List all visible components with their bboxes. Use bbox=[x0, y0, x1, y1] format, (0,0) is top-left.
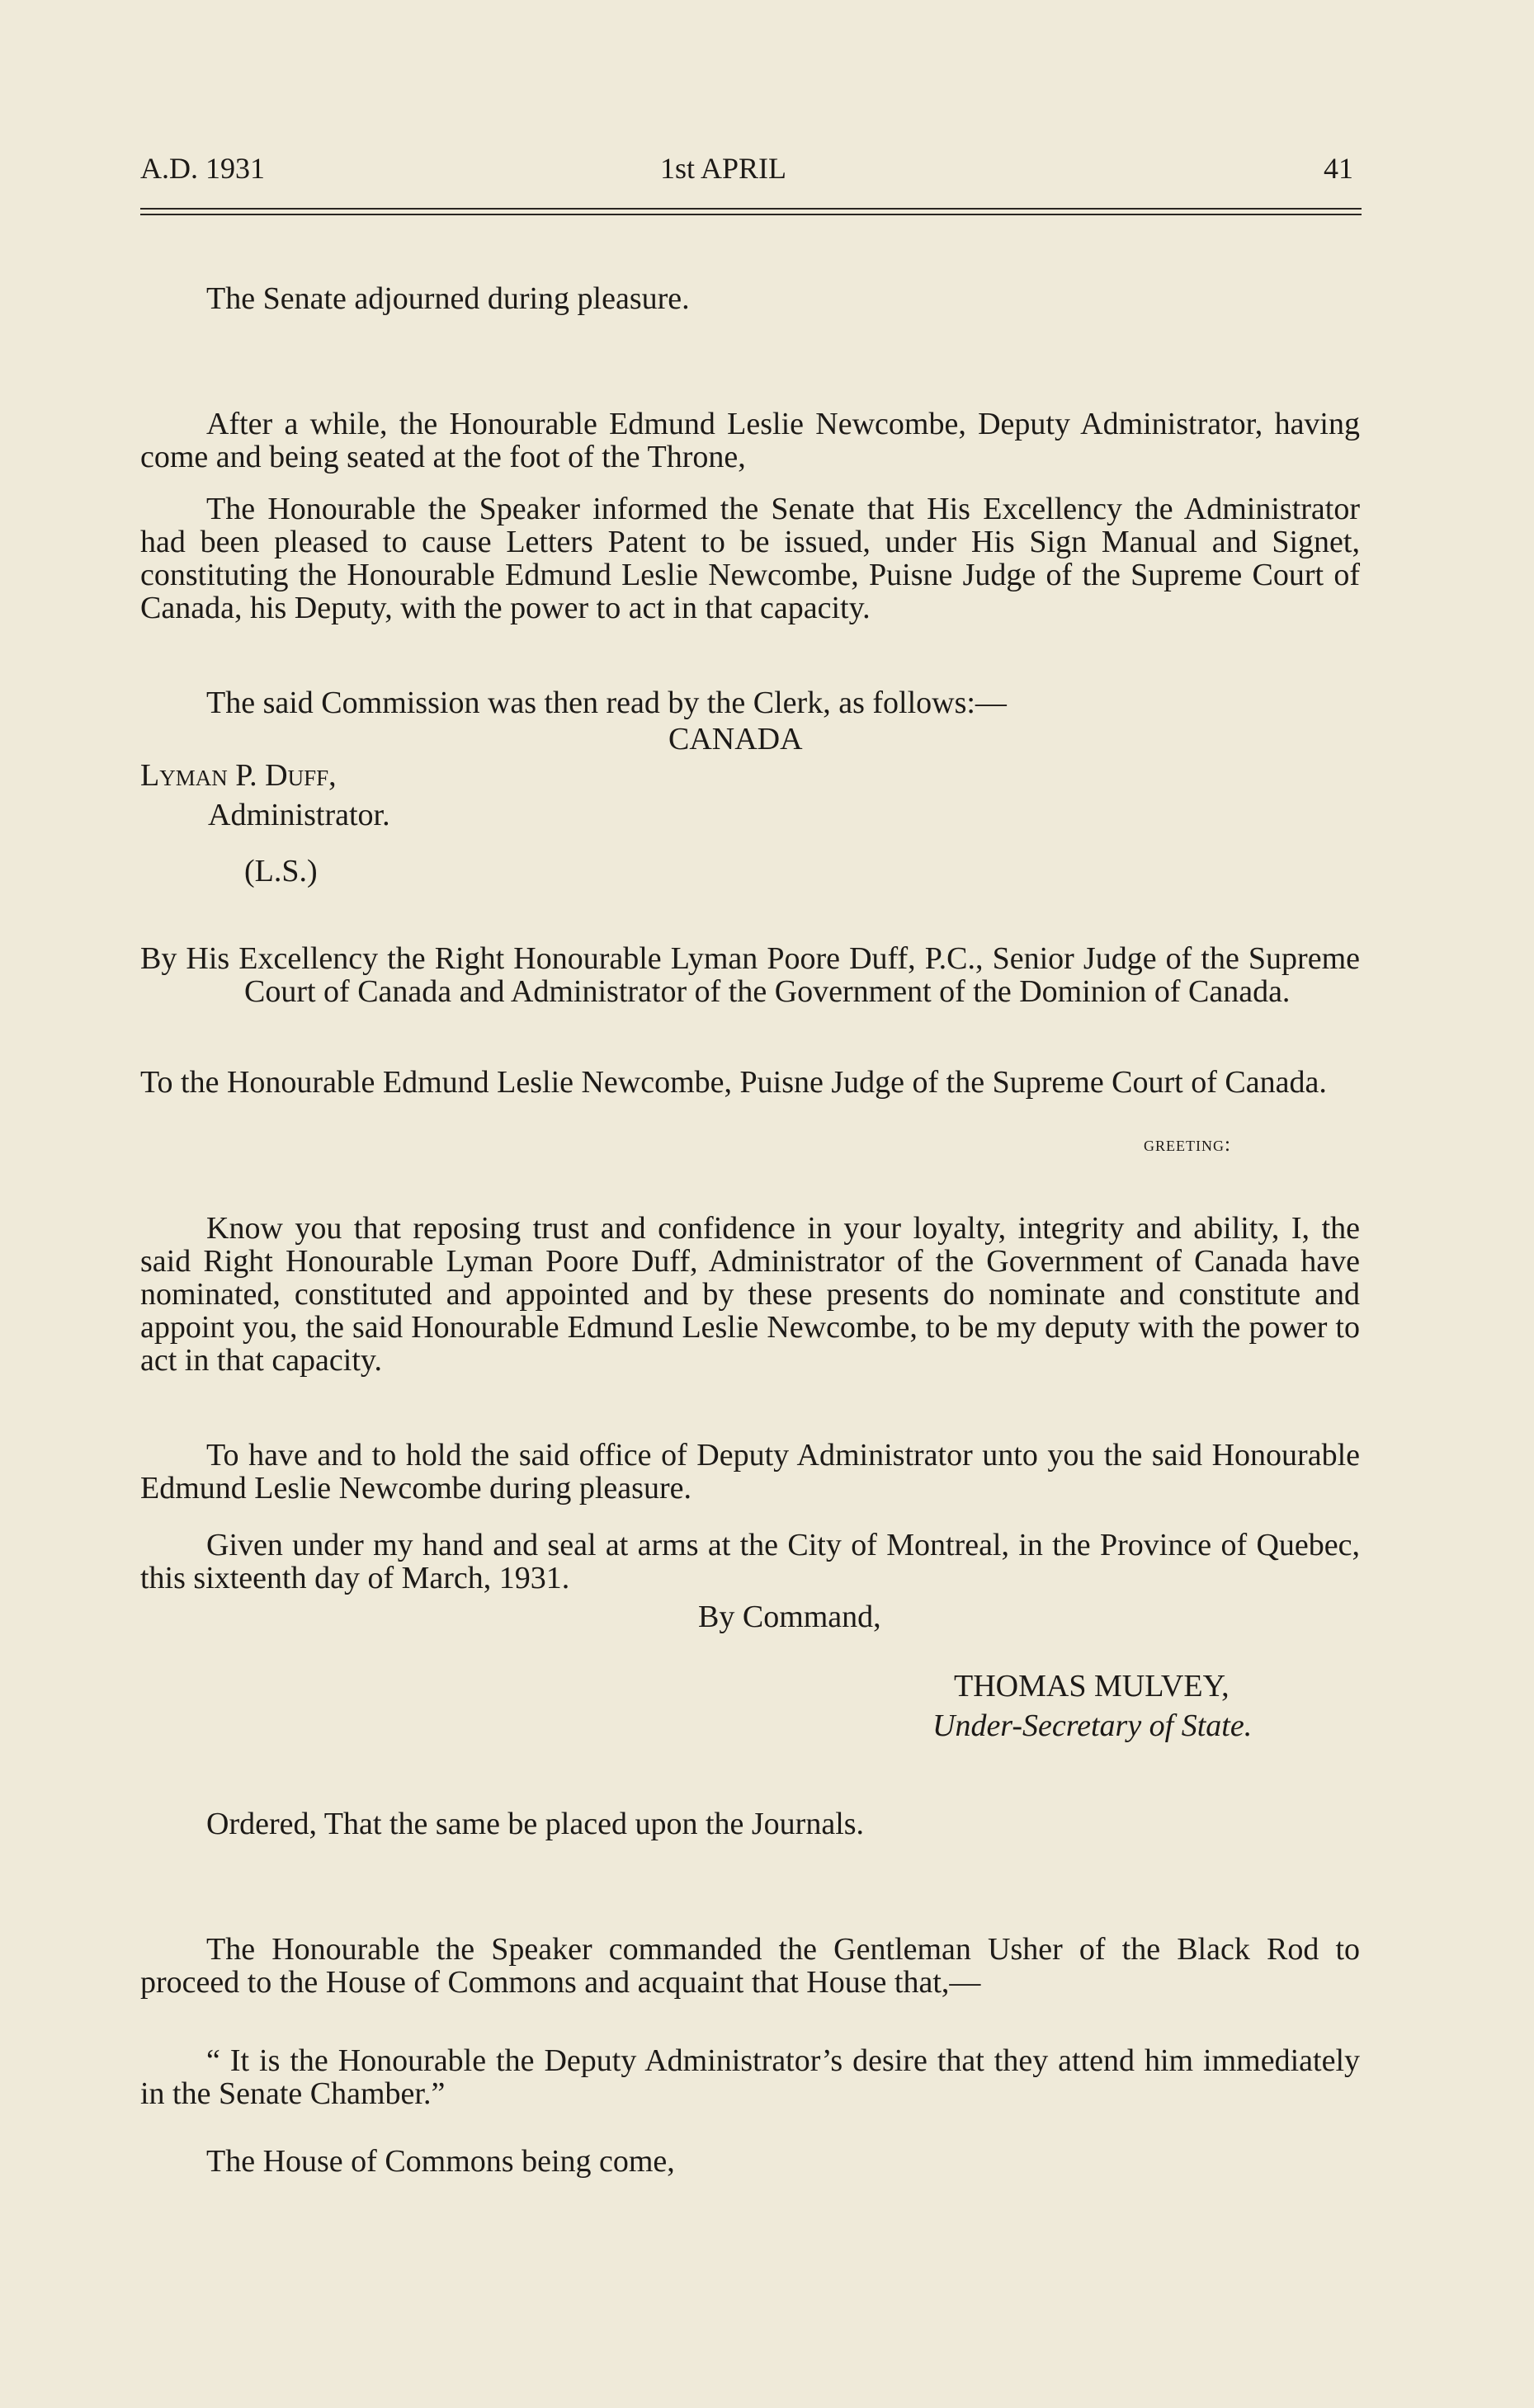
paragraph-speaker-commanded: The Honourable the Speaker commanded the Gentleman Usher of the Black Rod to proceed to the House of Commons and acquaint that House that,— bbox=[140, 1932, 1360, 2000]
page-number: 41 bbox=[1324, 152, 1353, 185]
secretary-name: THOMAS MULVEY, bbox=[954, 1669, 1230, 1704]
header-year: A.D. 1931 bbox=[140, 152, 265, 185]
header-rule-bottom bbox=[140, 214, 1362, 215]
paragraph-after-a-while: After a while, the Honourable Edmund Leslie Newcombe, Deputy Administrator, having come and being seated at the foot of the Throne, bbox=[140, 407, 1360, 474]
signatory-name: Lyman P. Duff, bbox=[140, 758, 337, 793]
paragraph-know-you: Know you that reposing trust and confidence in your loyalty, integrity and ability, I, the said Right Honourable Lyman Poore Duff, Administrator of the Government of Canada have nominated, constituted and appointed and by these presents do nominate and constitute and appoint you, the said Honourable Edmund Leslie Newcombe, to be my deputy with the power to act in that capacity. bbox=[140, 1211, 1360, 1378]
signatory-title: Administrator. bbox=[208, 798, 390, 832]
paragraph-to-have-and-hold: To have and to hold the said office of Deputy Administrator unto you the said Honourable Edmund Leslie Newcombe during pleasure. bbox=[140, 1438, 1360, 1506]
commission-heading: CANADA bbox=[668, 722, 803, 756]
paragraph-senate-adjourned: The Senate adjourned during pleasure. bbox=[206, 281, 690, 316]
paragraph-speaker-informed: The Honourable the Speaker informed the Senate that His Excellency the Administrator had been pleased to cause Letters Patent to be issued, under His Sign Manual and Signet, constituting the Honourable Edmund Leslie Newcombe, Puisne Judge of the Supreme Court of Canada, his Deputy, with the power to act in that capacity. bbox=[140, 492, 1360, 625]
header-rule-top bbox=[140, 208, 1362, 210]
paragraph-commission-read: The said Commission was then read by the Clerk, as follows:— bbox=[206, 686, 1007, 720]
by-command: By Command, bbox=[698, 1600, 881, 1634]
seal-mark: (L.S.) bbox=[244, 854, 318, 888]
paragraph-ordered: Ordered, That the same be placed upon the Journals. bbox=[206, 1807, 865, 1841]
paragraph-to-addressee: To the Honourable Edmund Leslie Newcombe, Puisne Judge of the Supreme Court of Canada. bbox=[140, 1065, 1327, 1100]
paragraph-house-come: The House of Commons being come, bbox=[206, 2144, 675, 2179]
paragraph-by-his-excellency: By His Excellency the Right Honourable Lyman Poore Duff, P.C., Senior Judge of the Supreme Court of Canada and Administrator of the Government of the Dominion of Canada. bbox=[140, 941, 1360, 1009]
paragraph-quote: “ It is the Honourable the Deputy Administrator’s desire that they attend him immediately in the Senate Chamber.” bbox=[140, 2043, 1360, 2111]
greeting-label: greeting: bbox=[1144, 1133, 1231, 1156]
secretary-title: Under-Secretary of State. bbox=[932, 1708, 1253, 1743]
header-date: 1st APRIL bbox=[660, 152, 787, 185]
paragraph-given-under: Given under my hand and seal at arms at the City of Montreal, in the Province of Quebec, this sixteenth day of March, 1931. bbox=[140, 1528, 1360, 1595]
